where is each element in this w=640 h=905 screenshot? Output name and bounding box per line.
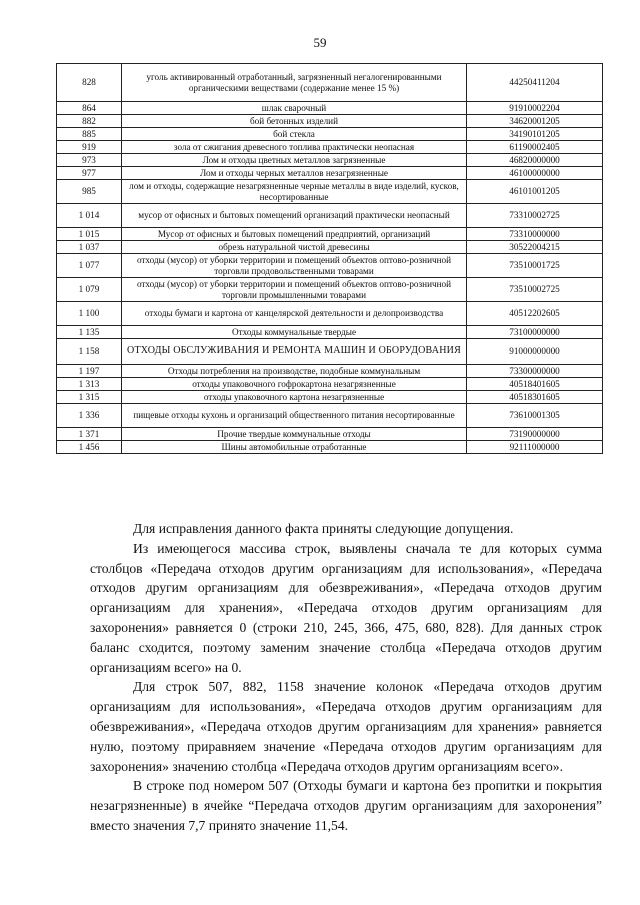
- waste-name: ОТХОДЫ ОБСЛУЖИВАНИЯ И РЕМОНТА МАШИН И ОБОРУДОВАНИЯ: [122, 339, 467, 365]
- fkko-code: 91910002204: [467, 102, 603, 115]
- row-number: 1 371: [57, 428, 122, 441]
- fkko-code: 73310002725: [467, 204, 603, 228]
- table-row: [57, 339, 603, 365]
- row-number: 1 014: [57, 204, 122, 228]
- waste-name: отходы упаковочного гофрокартона незагрязненные: [122, 378, 467, 391]
- waste-name: Лом и отходы цветных металлов загрязненные: [122, 154, 467, 167]
- fkko-code: 40512202605: [467, 302, 603, 326]
- row-number: 828: [57, 64, 122, 102]
- row-number: 1 037: [57, 241, 122, 254]
- waste-name: отходы (мусор) от уборки территории и помещений объектов оптово-розничной торговли продовольственными товарами: [122, 254, 467, 278]
- waste-name: Отходы потребления на производстве, подобные коммунальным: [122, 365, 467, 378]
- fkko-code: 30522004215: [467, 241, 603, 254]
- table-row: [57, 180, 603, 204]
- table-row: [57, 404, 603, 428]
- fkko-code: 46100000000: [467, 167, 603, 180]
- row-number: 973: [57, 154, 122, 167]
- paragraph: Для исправления данного факта приняты следующие допущения.: [133, 521, 514, 536]
- paragraph: В строке под номером 507 (Отходы бумаги и картона без пропитки и покрытия незагрязненные) в ячейке “Передача отходов другим организациям для захоронения” вместо значения 7,7 принято значение 11,54.: [90, 778, 602, 833]
- fkko-code: 73310000000: [467, 228, 603, 241]
- fkko-code: 73100000000: [467, 326, 603, 339]
- row-number: 1 315: [57, 391, 122, 404]
- waste-name: бой бетонных изделий: [122, 115, 467, 128]
- waste-name: обрезь натуральной чистой древесины: [122, 241, 467, 254]
- fkko-code: 73300000000: [467, 365, 603, 378]
- fkko-code: 34190101205: [467, 128, 603, 141]
- fkko-code: 61190002405: [467, 141, 603, 154]
- row-number: 1 336: [57, 404, 122, 428]
- table-row: [57, 228, 603, 241]
- table-row: [57, 241, 603, 254]
- waste-name: зола от сжигания древесного топлива практически неопасная: [122, 141, 467, 154]
- fkko-code: 91000000000: [467, 339, 603, 365]
- fkko-code: 44250411204: [467, 64, 603, 102]
- fkko-code: 73610001305: [467, 404, 603, 428]
- body-text: [90, 519, 602, 836]
- table-row: [57, 391, 603, 404]
- table-row: [57, 204, 603, 228]
- row-number: 864: [57, 102, 122, 115]
- waste-name: бой стекла: [122, 128, 467, 141]
- fkko-code: 40518401605: [467, 378, 603, 391]
- row-number: 977: [57, 167, 122, 180]
- row-number: 885: [57, 128, 122, 141]
- row-number: 919: [57, 141, 122, 154]
- table-row: [57, 64, 603, 102]
- fkko-code: 73510002725: [467, 278, 603, 302]
- row-number: 1 313: [57, 378, 122, 391]
- table-row: [57, 254, 603, 278]
- fkko-code: 34620001205: [467, 115, 603, 128]
- table-row: [57, 141, 603, 154]
- waste-table-body: [57, 64, 603, 454]
- waste-name: Шины автомобильные отработанные: [122, 441, 467, 454]
- waste-name: шлак сварочный: [122, 102, 467, 115]
- waste-name: лом и отходы, содержащие незагрязненные черные металлы в виде изделий, кусков, несортированные: [122, 180, 467, 204]
- row-number: 1 456: [57, 441, 122, 454]
- fkko-code: 46101001205: [467, 180, 603, 204]
- row-number: 985: [57, 180, 122, 204]
- table-row: [57, 441, 603, 454]
- table-row: [57, 302, 603, 326]
- waste-name: Отходы коммунальные твердые: [122, 326, 467, 339]
- row-number: 1 197: [57, 365, 122, 378]
- row-number: 1 015: [57, 228, 122, 241]
- row-number: 1 100: [57, 302, 122, 326]
- table-row: [57, 115, 603, 128]
- waste-name: мусор от офисных и бытовых помещений организаций практически неопасный: [122, 204, 467, 228]
- paragraph: Из имеющегося массива строк, выявлены сначала те для которых сумма столбцов «Передача отходов другим организациям для использования», «Передача отходов другим организациям для обезвреживания», «Передача отходов другим организациям для хранения», «Передача отходов другим организациям для захоронения» равняется 0 (строки 210, 245, 366, 475, 680, 828). Для данных строк баланс сходится, поэтому заменим значение столбца «Передача отходов другим организациям всего» на 0.: [90, 540, 602, 675]
- fkko-code: 73510001725: [467, 254, 603, 278]
- table-row: [57, 167, 603, 180]
- waste-name: Лом и отходы черных металлов незагрязненные: [122, 167, 467, 180]
- table-row: [57, 278, 603, 302]
- table-row: [57, 326, 603, 339]
- waste-name: отходы упаковочного картона незагрязненные: [122, 391, 467, 404]
- waste-table: [56, 63, 603, 454]
- fkko-code: 73190000000: [467, 428, 603, 441]
- fkko-code: 92111000000: [467, 441, 603, 454]
- row-number: 1 077: [57, 254, 122, 278]
- paragraph: Для строк 507, 882, 1158 значение колонок «Передача отходов другим организациям для использования», «Передача отходов другим организациям для обезвреживания», «Передача отходов другим организациям для хранения» равняется нулю, поэтому приравняем значение «Передача отходов другим организациям для захоронения» значению столбца «Передача отходов другим организациям всего».: [90, 679, 602, 774]
- table-row: [57, 378, 603, 391]
- waste-name: Мусор от офисных и бытовых помещений предприятий, организаций: [122, 228, 467, 241]
- table-row: [57, 428, 603, 441]
- table-row: [57, 154, 603, 167]
- waste-name: Прочие твердые коммунальные отходы: [122, 428, 467, 441]
- row-number: 1 158: [57, 339, 122, 365]
- fkko-code: 40518301605: [467, 391, 603, 404]
- row-number: 882: [57, 115, 122, 128]
- table-row: [57, 365, 603, 378]
- page-number: 59: [313, 35, 327, 50]
- table-row: [57, 102, 603, 115]
- fkko-code: 46820000000: [467, 154, 603, 167]
- waste-name: отходы (мусор) от уборки территории и помещений объектов оптово-розничной торговли промышленными товарами: [122, 278, 467, 302]
- waste-name: пищевые отходы кухонь и организаций общественного питания несортированные: [122, 404, 467, 428]
- row-number: 1 135: [57, 326, 122, 339]
- waste-name: отходы бумаги и картона от канцелярской деятельности и делопроизводства: [122, 302, 467, 326]
- waste-name: уголь активированный отработанный, загрязненный негалогенированными органическими веществами (содержание менее 15 %): [122, 64, 467, 102]
- row-number: 1 079: [57, 278, 122, 302]
- table-row: [57, 128, 603, 141]
